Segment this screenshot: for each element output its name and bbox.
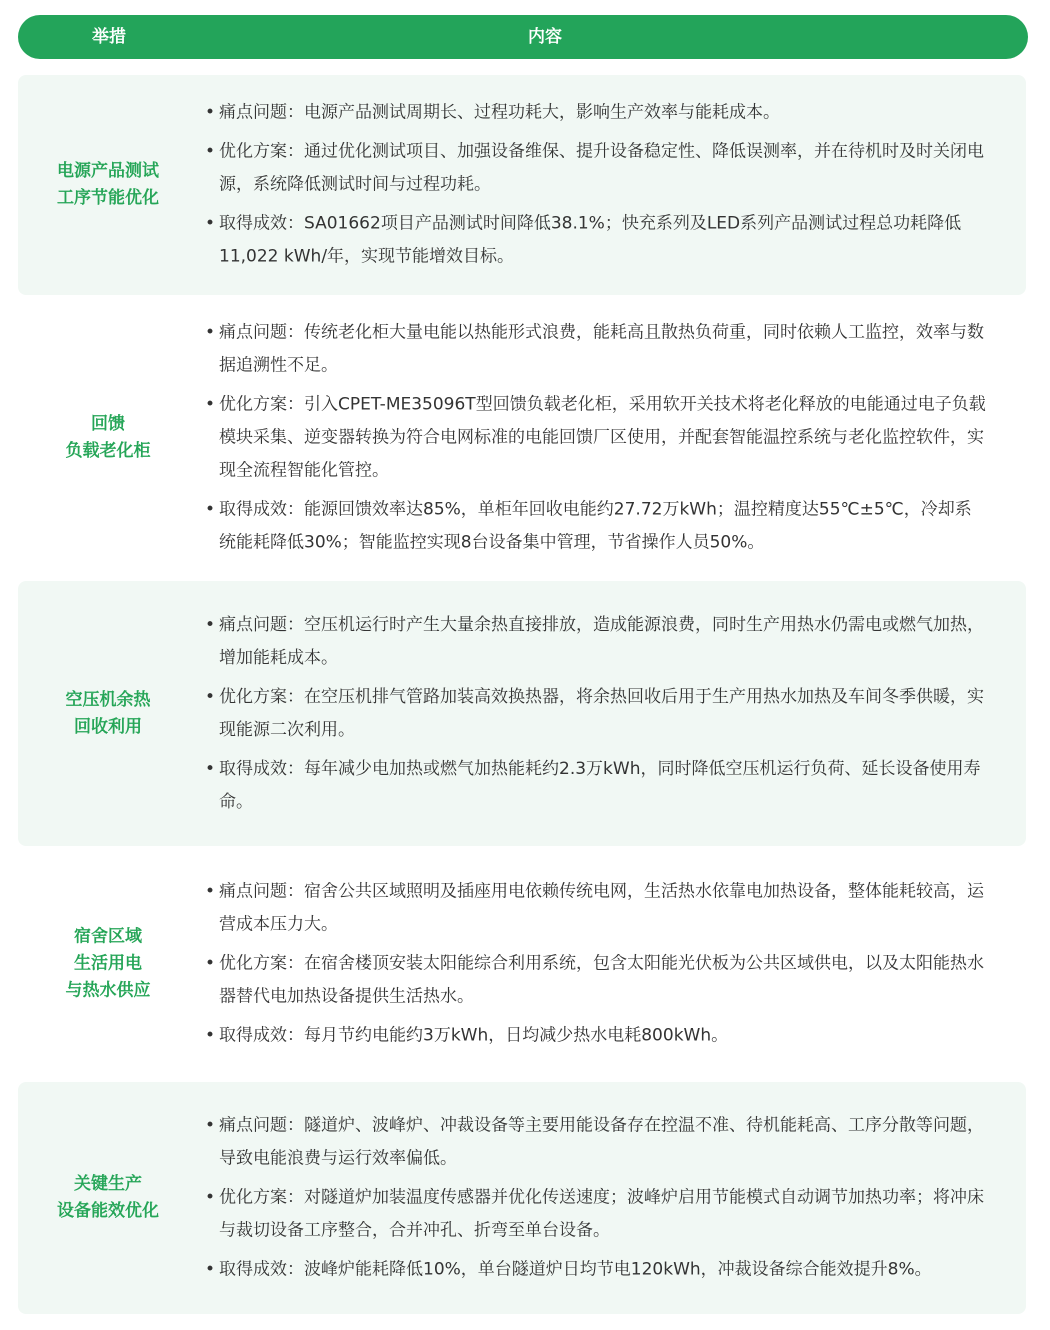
list-item <box>203 1182 988 1248</box>
bullet-icon: • <box>205 614 216 635</box>
list-item <box>203 97 988 130</box>
item-text: 优化方案：对隧道炉加装温度传感器并优化传送速度；波峰炉启用节能模式自动调节加热功率；将冲床与裁切设备工序整合，合并冲孔、折弯至单台设备。 <box>219 1187 984 1241</box>
row-items <box>203 876 988 1053</box>
row-label-line: 关键生产 <box>74 1174 142 1194</box>
list-item <box>203 317 988 383</box>
row-items <box>203 317 988 560</box>
list-item <box>203 208 988 274</box>
item-text: 取得成效：SA01662项目产品测试时间降低38.1%；快充系列及LED系列产品测试过程总功耗降低11,022 kWh/年，实现节能增效目标。 <box>219 213 962 267</box>
item-text: 痛点问题：隧道炉、波峰炉、冲裁设备等主要用能设备存在控温不准、待机能耗高、工序分散等问题，导致电能浪费与运行效率偏低。 <box>219 1115 984 1169</box>
list-item <box>203 876 988 942</box>
item-text: 取得成效：能源回馈效率达85%，单柜年回收电能约27.72万kWh；温控精度达55℃±5℃，冷却系统能耗降低30%；智能监控实现8台设备集中管理，节省操作人员50%。 <box>219 499 972 553</box>
bullet-icon: • <box>205 881 216 902</box>
list-item <box>203 753 988 819</box>
row-items <box>203 609 988 819</box>
row-label-line: 生活用电 <box>74 953 142 974</box>
item-text: 痛点问题：空压机运行时产生大量余热直接排放，造成能源浪费，同时生产用热水仍需电或燃气加热，增加能耗成本。 <box>219 614 984 668</box>
list-item <box>203 136 988 202</box>
row-label-line: 工序节能优化 <box>57 188 159 208</box>
table-row-power-testing <box>18 75 1026 295</box>
bullet-icon: • <box>205 686 216 707</box>
bullet-icon: • <box>205 102 216 123</box>
item-text: 取得成效：每年减少电加热或燃气加热能耗约2.3万kWh，同时降低空压机运行负荷、延长设备使用寿命。 <box>219 758 981 812</box>
header-measure: 举措 <box>92 27 126 47</box>
item-text: 痛点问题：电源产品测试周期长、过程功耗大，影响生产效率与能耗成本。 <box>219 102 780 123</box>
row-label <box>18 1171 198 1225</box>
item-text: 优化方案：在空压机排气管路加装高效换热器，将余热回收后用于生产用热水加热及车间冬季供暖，实现能源二次利用。 <box>219 686 984 740</box>
row-label-line: 回收利用 <box>74 716 142 737</box>
bullet-icon: • <box>205 1025 216 1046</box>
list-item <box>203 948 988 1014</box>
bullet-icon: • <box>205 758 216 779</box>
row-label <box>18 924 198 1005</box>
bullet-icon: • <box>205 322 216 343</box>
bullet-icon: • <box>205 394 216 415</box>
row-label-line: 回馈 <box>91 414 125 434</box>
row-label-line: 电源产品测试 <box>57 161 159 181</box>
header-content: 内容 <box>528 27 562 47</box>
bullet-icon: • <box>205 499 216 520</box>
row-items <box>203 1110 988 1287</box>
bullet-icon: • <box>205 1115 216 1136</box>
bullet-icon: • <box>205 1187 216 1208</box>
item-text: 优化方案：引入CPET-ME35096T型回馈负载老化柜，采用软开关技术将老化释放的电能通过电子负载模块采集、逆变器转换为符合电网标准的电能回馈厂区使用，并配套智能温控系统与老化监控软件，实现全流程智能化管控。 <box>219 394 986 481</box>
list-item <box>203 1110 988 1176</box>
list-item <box>203 389 988 488</box>
row-label-line: 设备能效优化 <box>57 1201 159 1221</box>
bullet-icon: • <box>205 141 216 162</box>
item-text: 取得成效：波峰炉能耗降低10%，单台隧道炉日均节电120kWh，冲裁设备综合能效提升8%。 <box>219 1259 932 1280</box>
list-item <box>203 494 988 560</box>
table-row-dormitory <box>18 849 1026 1079</box>
list-item <box>203 681 988 747</box>
row-label <box>18 158 198 212</box>
item-text: 取得成效：每月节约电能约3万kWh，日均减少热水电耗800kWh。 <box>219 1025 729 1046</box>
item-text: 优化方案：通过优化测试项目、加强设备维保、提升设备稳定性、降低误测率，并在待机时及时关闭电源，系统降低测试时间与过程功耗。 <box>219 141 984 195</box>
table-row-key-equipment <box>18 1082 1026 1314</box>
row-label-line: 空压机余热 <box>65 689 151 710</box>
list-item <box>203 609 988 675</box>
item-text: 优化方案：在宿舍楼顶安装太阳能综合利用系统，包含太阳能光伏板为公共区域供电，以及太阳能热水器替代电加热设备提供生活热水。 <box>219 953 984 1007</box>
bullet-icon: • <box>205 213 216 234</box>
table-header <box>18 15 1028 59</box>
row-label <box>18 687 198 741</box>
table-row-compressor-heat <box>18 581 1026 846</box>
bullet-icon: • <box>205 1259 216 1280</box>
item-text: 痛点问题：传统老化柜大量电能以热能形式浪费，能耗高且散热负荷重，同时依赖人工监控，效率与数据追溯性不足。 <box>219 322 984 376</box>
row-label-line: 与热水供应 <box>65 980 151 1001</box>
bullet-icon: • <box>205 953 216 974</box>
list-item <box>203 1020 988 1053</box>
table-row-aging-cabinet <box>18 298 1026 578</box>
row-label-line: 宿舍区域 <box>74 926 142 947</box>
row-label-line: 负载老化柜 <box>65 441 151 461</box>
list-item <box>203 1254 988 1287</box>
item-text: 痛点问题：宿舍公共区域照明及插座用电依赖传统电网，生活热水依靠电加热设备，整体能耗较高，运营成本压力大。 <box>219 881 984 935</box>
row-items <box>203 97 988 274</box>
row-label <box>18 411 198 465</box>
